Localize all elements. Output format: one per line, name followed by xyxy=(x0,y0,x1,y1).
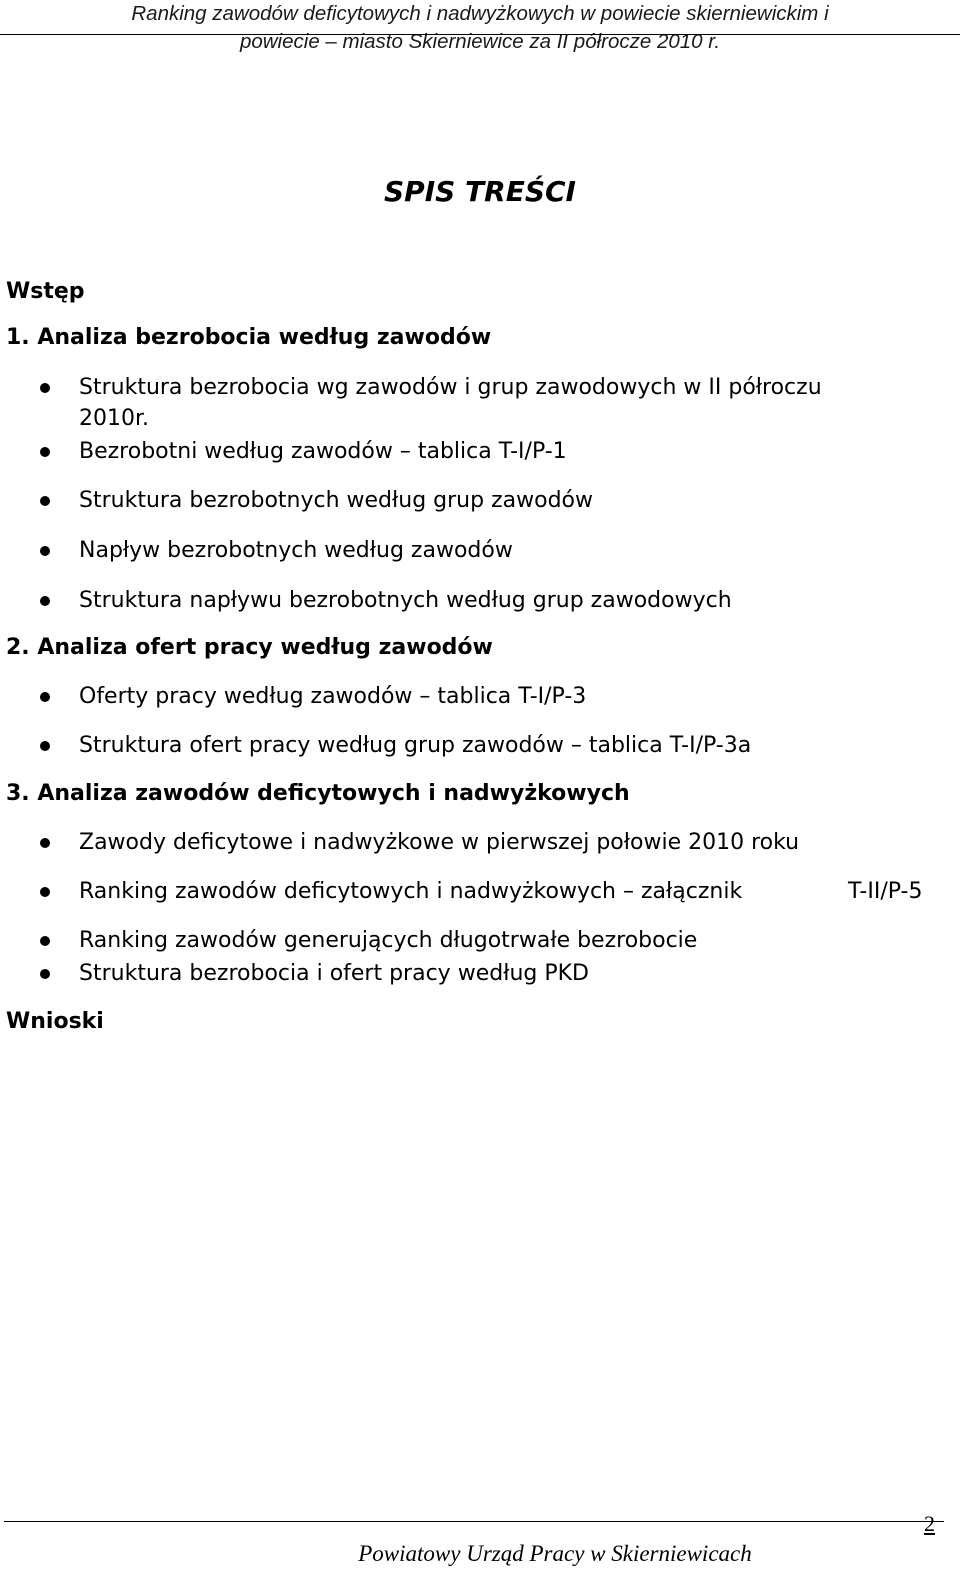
header-divider xyxy=(0,34,960,35)
running-header-line-1: Ranking zawodów deficytowych i nadwyżkowych w powiecie skierniewickim i xyxy=(131,2,829,25)
list-item-continuation: 2010r. xyxy=(79,406,150,431)
section-1-heading: 1. Analiza bezrobocia według zawodów xyxy=(6,325,492,350)
list-item-text: Bezrobotni według zawodów – tablica T-I/P-1 xyxy=(79,439,567,464)
list-item-text: Ranking zawodów generujących długotrwałe bezrobocie xyxy=(79,928,698,953)
bullet-icon xyxy=(40,447,50,457)
section-2-heading: 2. Analiza ofert pracy według zawodów xyxy=(6,635,493,660)
list-item-text: Struktura bezrobocia wg zawodów i grup zawodowych w II półroczu xyxy=(79,375,822,400)
bullet-icon xyxy=(40,887,50,897)
annex-code: T-II/P-5 xyxy=(848,879,923,904)
list-item-text: Struktura bezrobotnych według grup zawodów xyxy=(79,488,593,513)
toc-entry-intro: Wstęp xyxy=(6,279,85,304)
bullet-icon xyxy=(40,383,50,393)
bullet-icon xyxy=(40,496,50,506)
list-item-text: Struktura bezrobocia i ofert pracy według PKD xyxy=(79,961,589,986)
bullet-icon xyxy=(40,936,50,946)
bullet-icon xyxy=(40,596,50,606)
section-3-heading: 3. Analiza zawodów deficytowych i nadwyżkowych xyxy=(6,781,630,806)
list-item-text: Oferty pracy według zawodów – tablica T-I/P-3 xyxy=(79,684,587,709)
footer-office-name: Powiatowy Urząd Pracy w Skierniewicach xyxy=(358,1541,752,1566)
footer-divider xyxy=(4,1521,944,1522)
page-number: 2 xyxy=(924,1511,935,1536)
list-item-text: Napływ bezrobotnych według zawodów xyxy=(79,538,513,563)
bullet-icon xyxy=(40,969,50,979)
list-item-text: Struktura ofert pracy według grup zawodów – tablica T-I/P-3a xyxy=(79,733,752,758)
list-item-text: Struktura napływu bezrobotnych według grup zawodowych xyxy=(79,588,732,613)
running-header-line-2: powiecie – miasto Skierniewice za II półrocze 2010 r. xyxy=(239,30,721,53)
running-header xyxy=(0,0,960,56)
bullet-icon xyxy=(40,546,50,556)
list-item-text: Ranking zawodów deficytowych i nadwyżkowych – załącznik xyxy=(79,879,743,904)
page-title: SPIS TREŚCI xyxy=(384,175,576,208)
list-item-text: Zawody deficytowe i nadwyżkowe w pierwszej połowie 2010 roku xyxy=(79,830,800,855)
toc-entry-conclusions: Wnioski xyxy=(6,1009,104,1034)
bullet-icon xyxy=(40,838,50,848)
bullet-icon xyxy=(40,692,50,702)
bullet-icon xyxy=(40,741,50,751)
